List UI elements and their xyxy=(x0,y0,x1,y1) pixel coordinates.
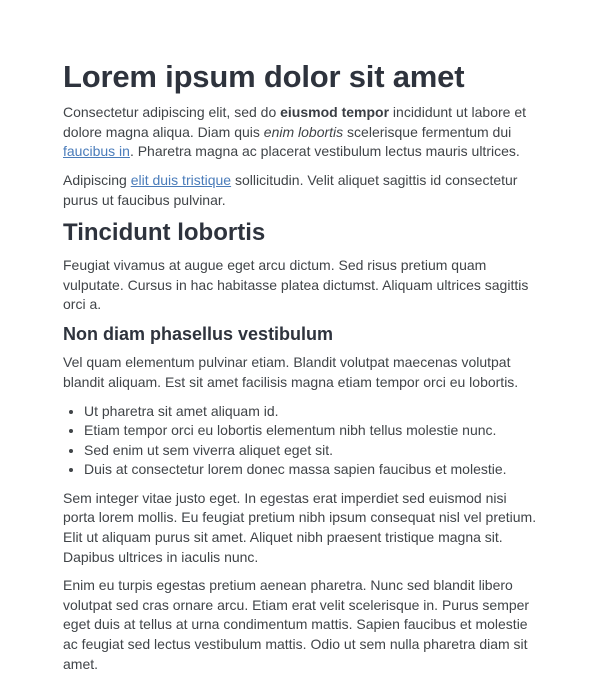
list-item: • Etiam tempor orci eu lobortis elementum nibh tellus molestie nunc. xyxy=(84,421,538,441)
tincidunt-paragraph: Feugiat vivamus at augue eget arcu dictum. Sed risus pretium quam vulputate. Cursus in hac habitasse platea dictumst. Aliquam ultrices sagittis orci a. xyxy=(63,256,529,313)
closing-paragraph: Enim eu turpis egestas pretium aenean pharetra. Nunc sed blandit libero volutpat sed cras ornare arcu. Etiam erat velit scelerisque in. Purus semper eget duis at tellus at urna condimentum mattis. Sapien faucibus et molestie ac feugiat sed lectus vestibulum mattis. Odio ut sem nulla pharetra diam sit amet. xyxy=(63,577,530,672)
after-list-paragraph: Sem integer vitae justo eget. In egestas erat imperdiet sed euismod nisi porta lorem mollis. Eu feugiat pretium nibh ipsum consequat nisl vel pretium. Elit ut aliquam purus sit amet. Aliquet nibh praesent tristique magna sit. Dapibus ultrices in iaculis nunc. xyxy=(63,489,537,565)
second-paragraph xyxy=(63,171,538,210)
intro-text-3: scelerisque fermentum dui xyxy=(343,123,512,140)
list-item: • Ut pharetra sit amet aliquam id. xyxy=(84,402,538,422)
subsection-heading-non-diam: Non diam phasellus vestibulum xyxy=(63,323,334,344)
second-text-2: sollicitudin. Velit aliquet sagittis id consectetur purus ut faucibus pulvinar. xyxy=(63,171,518,208)
section-heading-tincidunt: Tincidunt lobortis xyxy=(63,219,266,247)
bullet-list xyxy=(63,402,538,480)
intro-paragraph xyxy=(63,103,538,162)
intro-bold-text: eiusmod tempor xyxy=(280,104,390,121)
list-item: • Duis at consectetur lorem donec massa sapien faucibus et molestie. xyxy=(84,460,538,480)
elit-duis-tristique-link[interactable]: elit duis tristique xyxy=(130,171,232,188)
intro-text-1: Consectetur adipiscing elit, sed do xyxy=(63,104,281,121)
list-item: • Sed enim ut sem viverra aliquet eget sit. xyxy=(84,441,538,461)
second-text-1: Adipiscing xyxy=(63,171,131,188)
non-diam-paragraph: Vel quam elementum pulvinar etiam. Blandit volutpat maecenas volutpat blandit aliquam. Est sit amet facilisis magna etiam tempor orci eu lobortis. xyxy=(63,354,519,390)
intro-text-2: incididunt ut labore et dolore magna aliqua. Diam quis xyxy=(63,104,527,140)
intro-italic-text: enim lobortis xyxy=(263,123,344,140)
intro-text-4: . Pharetra magna ac placerat vestibulum lectus mauris ultrices. xyxy=(129,143,520,160)
faucibus-in-link[interactable]: faucibus in xyxy=(63,143,130,160)
page-title: Lorem ipsum dolor sit amet xyxy=(63,59,465,94)
